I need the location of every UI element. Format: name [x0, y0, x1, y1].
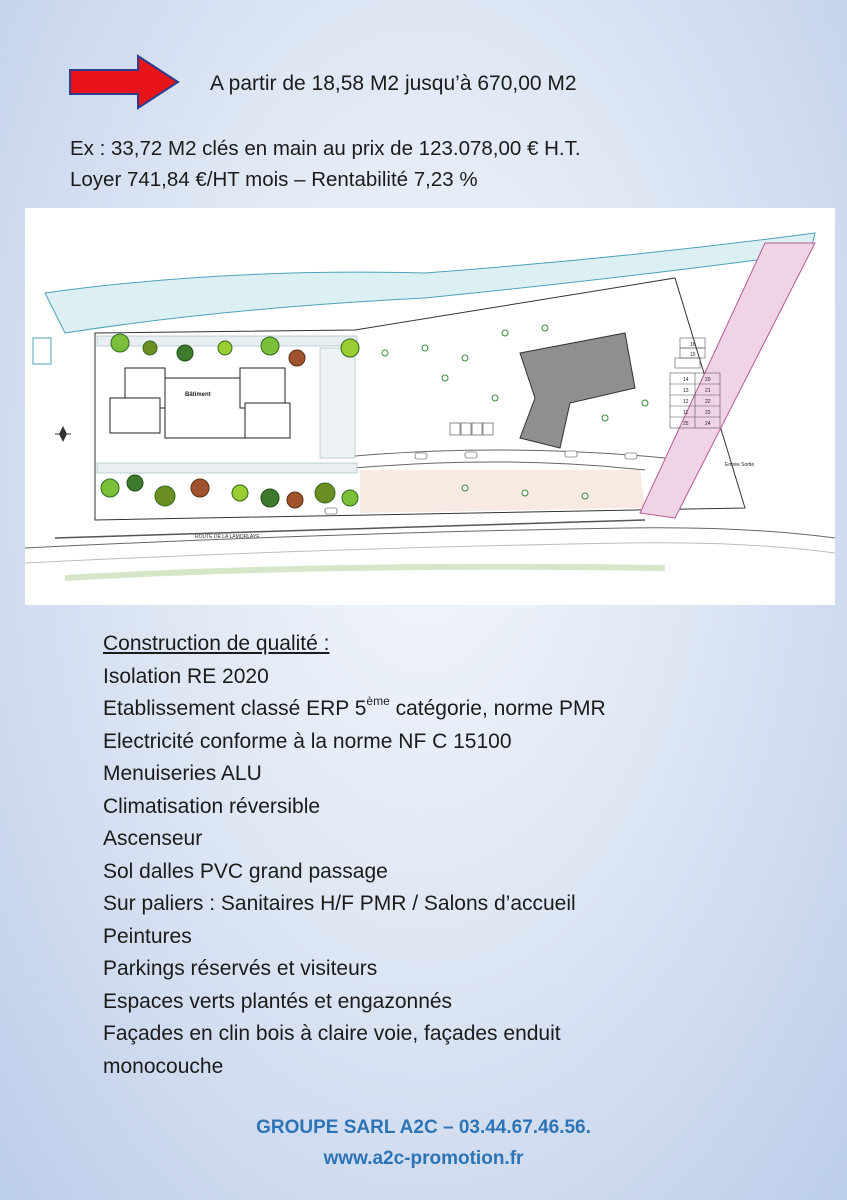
feature-item: Ascenseur [103, 827, 203, 850]
red-arrow-icon [68, 54, 180, 110]
price-example [70, 133, 581, 195]
parking-number: 11 [683, 410, 689, 416]
parking-number: 25 [683, 421, 689, 427]
parking-number: 12 [683, 399, 689, 405]
site-plan [25, 208, 835, 605]
features-heading: Construction de qualité : [103, 632, 330, 655]
parking-number: 13 [683, 388, 689, 394]
north-compass-icon [55, 426, 71, 442]
feature-item: Parkings réservés et visiteurs [103, 957, 378, 980]
feature-item: Climatisation réversible [103, 794, 321, 818]
main-building [110, 368, 290, 438]
website-link[interactable]: www.a2c-promotion.fr [323, 1148, 524, 1169]
parking-number: 15 [690, 352, 696, 358]
parking-number: 16 [690, 342, 696, 348]
feature-item: Sur paliers : Sanitaires H/F PMR / Salons d’accueil [103, 892, 576, 915]
feature-item: Peintures [103, 924, 192, 948]
erp-text: Etablissement classé ERP 5 [103, 697, 367, 720]
quality-features-list [103, 628, 606, 1083]
erp-text-end: catégorie, norme PMR [389, 697, 606, 720]
entrance-label: Entrée Sortie [725, 462, 755, 468]
parking-number: 20 [705, 377, 711, 383]
parking-number: 23 [705, 410, 711, 416]
parking-number: 22 [705, 399, 711, 405]
feature-item: monocouche [103, 1054, 224, 1078]
rent-yield-line: Loyer 741,84 €/HT mois – Rentabilité 7,23 % [70, 168, 478, 191]
feature-item: Isolation RE 2020 [103, 664, 269, 688]
parking-number: 24 [705, 421, 711, 427]
feature-item [103, 693, 606, 726]
road-label: ROUTE DE LA LAMORLAYE [195, 534, 260, 540]
feature-item: Menuiseries ALU [103, 762, 262, 785]
building-label: Bâtiment [185, 392, 211, 398]
parking-number: 21 [705, 388, 711, 394]
erp-superscript: ème [366, 694, 390, 708]
feature-item: Espaces verts plantés et engazonnés [103, 989, 453, 1013]
surface-range-headline: A partir de 18,58 M2 jusqu’à 670,00 M2 [210, 72, 577, 95]
parking-number: 14 [683, 377, 689, 383]
feature-item: Façades en clin bois à claire voie, façades enduit [103, 1022, 561, 1045]
feature-item: Sol dalles PVC grand passage [103, 859, 388, 883]
company-contact: GROUPE SARL A2C – 03.44.67.46.56. [256, 1117, 591, 1138]
feature-item: Electricité conforme à la norme NF C 15100 [103, 729, 512, 753]
price-example-line: Ex : 33,72 M2 clés en main au prix de 123.078,00 € H.T. [70, 137, 581, 160]
